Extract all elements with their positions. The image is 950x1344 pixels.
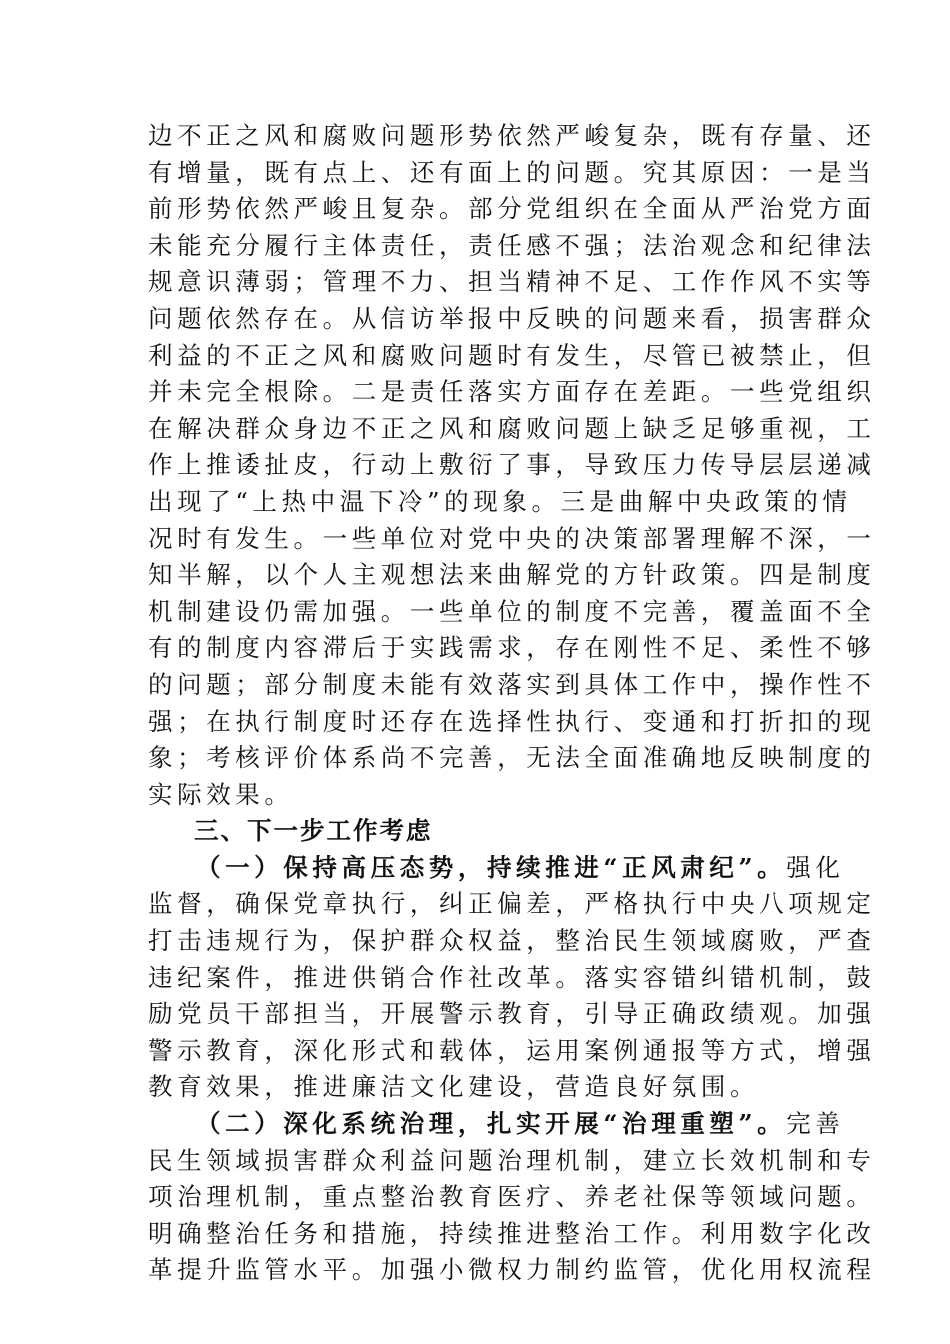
- text-line: [148, 1106, 845, 1143]
- text-line: [148, 850, 845, 887]
- text-line: 民生领域损害群众利益问题治理机制，建立长效机制和专: [148, 1145, 876, 1175]
- text-line: 革提升监管水平。加强小微权力制约监管，优化用权流程: [148, 1255, 876, 1285]
- text-line: 未能充分履行主体责任，责任感不强；法治观念和纪律法: [148, 230, 876, 260]
- sub-heading-2: （二）深化系统治理，扎实开展“治理重塑”。: [196, 1109, 787, 1139]
- text-line: 象；考核评价体系尚不完善，无法全面准确地反映制度的: [148, 743, 876, 773]
- paragraph-sub2: [148, 1106, 876, 1289]
- text-line: 并未完全根除。二是责任落实方面存在差距。一些党组织: [148, 377, 876, 407]
- text-fragment: 完善: [786, 1109, 845, 1139]
- text-line: 在解决群众身边不正之风和腐败问题上缺乏足够重视，工: [148, 413, 876, 443]
- text-line: 利益的不正之风和腐败问题时有发生，尽管已被禁止，但: [148, 340, 876, 370]
- paragraph-sub1: [148, 850, 876, 1106]
- text-line: 机制建设仍需加强。一些单位的制度不完善，覆盖面不全: [148, 596, 876, 626]
- text-line: 监督，确保党章执行，纠正偏差，严格执行中央八项规定: [148, 889, 876, 919]
- text-line: 明确整治任务和措施，持续推进整治工作。利用数字化改: [148, 1218, 876, 1248]
- text-line: 项治理机制，重点整治教育医疗、养老社保等领域问题。: [148, 1182, 876, 1212]
- text-line: 的问题；部分制度未能有效落实到具体工作中，操作性不: [148, 669, 876, 699]
- text-line: 规意识薄弱；管理不力、担当精神不足、工作作风不实等: [148, 267, 876, 297]
- text-line: 有增量，既有点上、还有面上的问题。究其原因：一是当: [148, 157, 876, 187]
- text-line: 问题依然存在。从信访举报中反映的问题来看，损害群众: [148, 303, 876, 333]
- body-text: [148, 118, 876, 1289]
- text-line: 励党员干部担当，开展警示教育，引导正确政绩观。加强: [148, 999, 876, 1029]
- text-line: 警示教育，深化形式和载体，运用案例通报等方式，增强: [148, 1035, 876, 1065]
- sub-heading-1: （一）保持高压态势，持续推进“正风肃纪”。: [196, 852, 787, 882]
- text-line: 知半解，以个人主观想法来曲解党的方针政策。四是制度: [148, 560, 876, 590]
- section-heading: 三、下一步工作考虑: [194, 816, 433, 846]
- paragraph-causes: [148, 118, 876, 813]
- text-line: 实际效果。: [148, 779, 294, 809]
- text-line: 况时有发生。一些单位对党中央的决策部署理解不深，一: [148, 523, 876, 553]
- text-line: 违纪案件，推进供销合作社改革。落实容错纠错机制，鼓: [148, 962, 876, 992]
- text-line: 教育效果，推进廉洁文化建设，营造良好氛围。: [148, 1072, 760, 1102]
- text-line: 边不正之风和腐败问题形势依然严峻复杂，既有存量、还: [148, 121, 876, 150]
- text-fragment: 强化: [786, 852, 845, 882]
- text-line: 前形势依然严峻且复杂。部分党组织在全面从严治党方面: [148, 194, 876, 224]
- text-line: 打击违规行为，保护群众权益，整治民生领域腐败，严查: [148, 926, 876, 956]
- text-line: 出现了“上热中温下冷”的现象。三是曲解中央政策的情: [148, 486, 852, 516]
- text-line: 作上推诿扯皮，行动上敷衍了事，导致压力传导层层递减: [148, 450, 876, 480]
- text-line: 有的制度内容滞后于实践需求，存在刚性不足、柔性不够: [148, 633, 876, 663]
- text-line: 强；在执行制度时还存在选择性执行、变通和打折扣的现: [148, 706, 876, 736]
